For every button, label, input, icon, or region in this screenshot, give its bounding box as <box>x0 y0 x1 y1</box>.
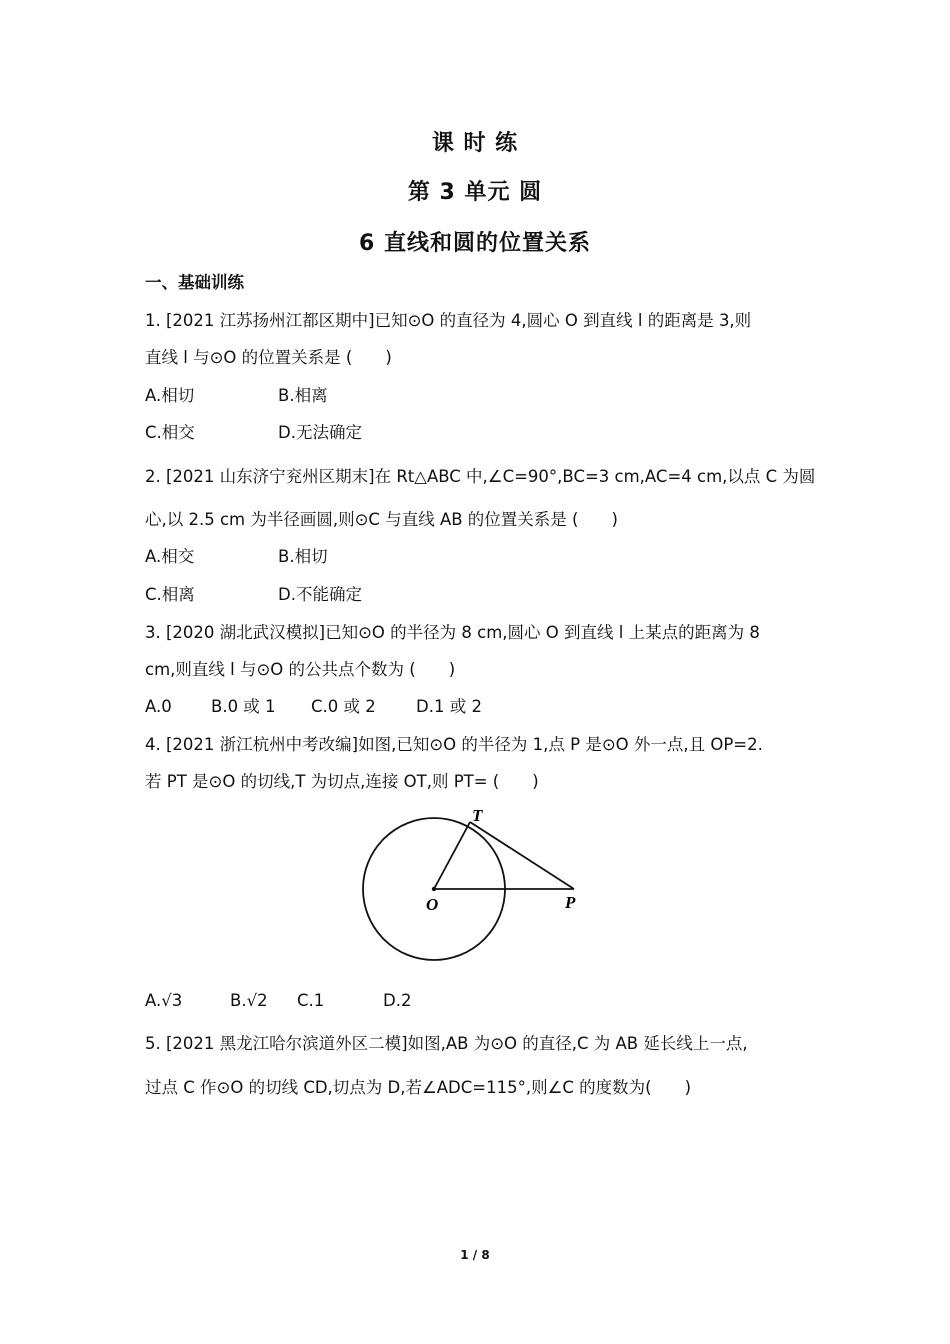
page-title-1: 课 时 练 <box>431 131 519 156</box>
q5-line2: 过点 C 作⊙O 的切线 CD,切点为 D,若∠ADC=115°,则∠C 的度数为( ) <box>145 1078 692 1097</box>
label-p: P <box>565 893 576 912</box>
q3-line1: 3. [2020 湖北武汉模拟]已知⊙O 的半径为 8 cm,圆心 O 到直线 l 上某点的距离为 8 <box>145 623 760 642</box>
label-t: T <box>472 806 483 825</box>
q4-option-b: B.√2 <box>230 991 268 1010</box>
q1-option-c: C.相交 <box>145 423 195 442</box>
q2-option-a: A.相交 <box>145 547 195 566</box>
q1-line2: 直线 l 与⊙O 的位置关系是 ( ) <box>145 348 392 367</box>
q1-option-b: B.相离 <box>278 386 328 405</box>
q4-line2: 若 PT 是⊙O 的切线,T 为切点,连接 OT,则 PT= ( ) <box>145 772 539 791</box>
q3-option-a: A.0 <box>145 697 172 716</box>
q4-option-d: D.2 <box>383 991 412 1010</box>
q3-line2: cm,则直线 l 与⊙O 的公共点个数为 ( ) <box>145 660 456 679</box>
q2-line1: 2. [2021 山东济宁兖州区期末]在 Rt△ABC 中,∠C=90°,BC=3 cm,AC=4 cm,以点 C 为圆 <box>145 467 816 486</box>
q2-option-b: B.相切 <box>278 547 328 566</box>
page-number: 1 / 8 <box>460 1248 490 1262</box>
q3-option-b: B.0 或 1 <box>211 697 276 716</box>
q2-line2: 心,以 2.5 cm 为半径画圆,则⊙C 与直线 AB 的位置关系是 ( ) <box>145 510 618 529</box>
center-point <box>432 887 436 891</box>
q1-option-d: D.无法确定 <box>278 423 362 442</box>
q1-option-a: A.相切 <box>145 386 195 405</box>
section-heading: 一、基础训练 <box>145 273 244 292</box>
q3-option-d: D.1 或 2 <box>416 697 482 716</box>
q1-line1: 1. [2021 江苏扬州江都区期中]已知⊙O 的直径为 4,圆心 O 到直线 l 的距离是 3,则 <box>145 311 752 330</box>
q3-option-c: C.0 或 2 <box>311 697 376 716</box>
segment-ot <box>434 822 470 889</box>
q4-option-c: C.1 <box>297 991 325 1010</box>
tangent-figure <box>355 800 605 980</box>
segment-tp <box>470 822 574 889</box>
page-title-2: 第 3 单元 圆 <box>407 180 543 205</box>
label-o: O <box>426 895 439 914</box>
q2-option-c: C.相离 <box>145 585 195 604</box>
q2-option-d: D.不能确定 <box>278 585 362 604</box>
q4-option-a: A.√3 <box>145 991 183 1010</box>
page-title-3: 6 直线和圆的位置关系 <box>359 231 591 256</box>
q4-line1: 4. [2021 浙江杭州中考改编]如图,已知⊙O 的半径为 1,点 P 是⊙O 外一点,且 OP=2. <box>145 735 763 754</box>
q5-line1: 5. [2021 黑龙江哈尔滨道外区二模]如图,AB 为⊙O 的直径,C 为 AB 延长线上一点, <box>145 1034 748 1053</box>
